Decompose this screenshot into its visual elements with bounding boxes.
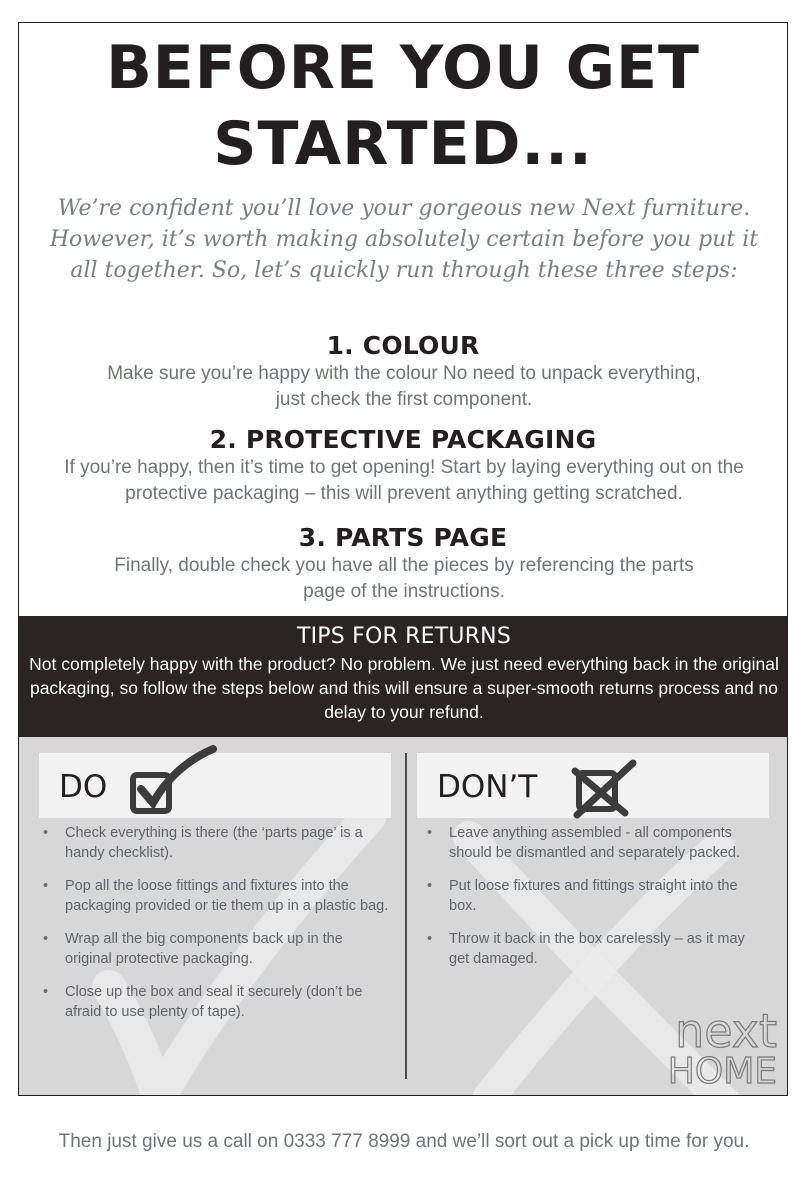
logo-home: HOME [667, 1051, 777, 1087]
logo-next: next [675, 1005, 777, 1058]
tips-heading: TIPS FOR RETURNS [296, 624, 512, 649]
list-item: • Pop all the loose fittings and fixtures into the packaging provided or tie them up in a plastic bag. [39, 876, 389, 916]
footer-contact-text: Then just give us a call on 0333 777 8999 and we’ll sort out a pick up time for you. [58, 1131, 750, 1152]
page-title-line-1: BEFORE YOU GET [106, 33, 700, 103]
do-list [39, 823, 389, 1035]
do-header [39, 753, 391, 818]
do-dont-section [19, 737, 788, 1096]
returns-tips-band [19, 616, 788, 737]
step-packaging-heading: 2. PROTECTIVE PACKAGING [209, 425, 597, 454]
step-colour-body: Make sure you’re happy with the colour No need to unpack everything, just check the first component. [107, 363, 701, 410]
checkbox-tick-icon [125, 743, 235, 823]
list-item: • Put loose fixtures and fittings straight into the box. [423, 876, 753, 916]
checkbox-cross-icon [567, 743, 657, 823]
list-item: • Throw it back in the box carelessly – as it may get damaged. [423, 929, 753, 969]
list-item: • Wrap all the big components back up in the original protective packaging. [39, 929, 389, 969]
next-home-logo [653, 1005, 781, 1087]
dont-label: DON’T [437, 769, 538, 805]
list-item: • Check everything is there (the ‘parts page’ is a handy checklist). [39, 823, 389, 863]
list-item: • Close up the box and seal it securely (don’t be afraid to use plenty of tape). [39, 982, 389, 1022]
step-parts-body: Finally, double check you have all the pieces by referencing the parts page of the instructions. [114, 555, 694, 602]
dont-header [417, 753, 769, 818]
dont-list [423, 823, 753, 982]
instruction-sheet [18, 22, 788, 1096]
do-label: DO [59, 769, 108, 805]
step-colour-heading: 1. COLOUR [326, 331, 480, 360]
step-parts-heading: 3. PARTS PAGE [298, 523, 508, 552]
intro-text: We’re confident you’ll love your gorgeous new Next furniture. However, it’s worth making absolutely certain before you put it all together. So, let’s quickly run through these three steps: [49, 196, 759, 283]
list-item: • Leave anything assembled - all components should be dismantled and separately packed. [423, 823, 753, 863]
step-packaging-body: If you’re happy, then it’s time to get opening! Start by laying everything out on the protective packaging – this will prevent anything getting scratched. [64, 457, 744, 504]
page-title-line-2: STARTED... [213, 109, 593, 179]
column-divider [405, 753, 407, 1079]
tips-body: Not completely happy with the product? No problem. We just need everything back in the original packaging, so follow the steps below and this will ensure a super-smooth returns process and no delay to your refund. [29, 654, 779, 722]
